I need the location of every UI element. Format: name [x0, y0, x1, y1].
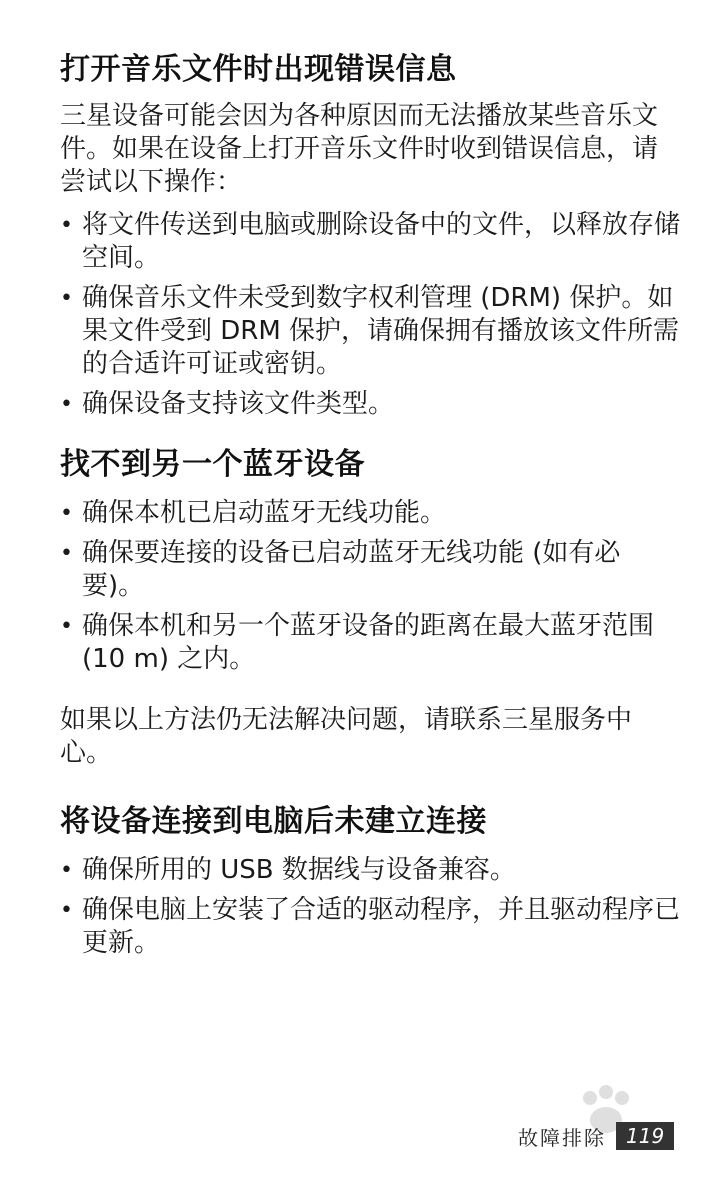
bullet-icon: •	[60, 614, 73, 639]
bullet-icon: •	[60, 501, 73, 526]
list-item: • 确保音乐文件未受到数字权利管理 (DRM) 保护。如果文件受到 DRM 保护，请确保拥有播放该文件所需的合适许可证或密钥。	[60, 283, 680, 379]
bullet-icon: •	[60, 898, 73, 923]
section-pc-connection	[60, 800, 680, 960]
page-number: 119	[616, 1122, 674, 1150]
list-item: • 确保本机和另一个蓝牙设备的距离在最大蓝牙范围 (10 m) 之内。	[60, 611, 655, 674]
section-heading: 找不到另一个蓝牙设备	[60, 447, 365, 482]
section-bluetooth	[60, 443, 680, 770]
bullet-list	[60, 497, 680, 676]
list-item: • 将文件传送到电脑或删除设备中的文件，以释放存储空间。	[60, 210, 681, 273]
bullet-icon: •	[60, 858, 73, 883]
bullet-icon: •	[60, 286, 73, 311]
section-heading: 打开音乐文件时出现错误信息	[60, 52, 457, 87]
bullet-list	[60, 854, 680, 960]
list-item: • 确保本机已启动蓝牙无线功能。	[60, 498, 447, 528]
section-intro: 三星设备可能会因为各种原因而无法播放某些音乐文件。如果在设备上打开音乐文件时收到错误信息，请尝试以下操作：	[60, 101, 659, 197]
list-item: • 确保设备支持该文件类型。	[60, 389, 395, 419]
section-music-error	[60, 48, 680, 421]
bullet-icon: •	[60, 213, 73, 238]
bullet-icon: •	[60, 392, 73, 417]
document-page	[60, 48, 680, 967]
bullet-icon: •	[60, 541, 73, 566]
list-item: • 确保所用的 USB 数据线与设备兼容。	[60, 855, 516, 885]
list-item: • 确保电脑上安装了合适的驱动程序，并且驱动程序已更新。	[60, 895, 681, 958]
section-heading: 将设备连接到电脑后未建立连接	[60, 804, 487, 839]
list-item: • 确保要连接的设备已启动蓝牙无线功能 (如有必要)。	[60, 538, 621, 601]
footer-chapter-label: 故障排除	[518, 1125, 606, 1150]
bullet-list	[60, 209, 680, 421]
page-footer	[518, 1120, 674, 1152]
section-note: 如果以上方法仍无法解决问题，请联系三星服务中心。	[60, 705, 633, 768]
